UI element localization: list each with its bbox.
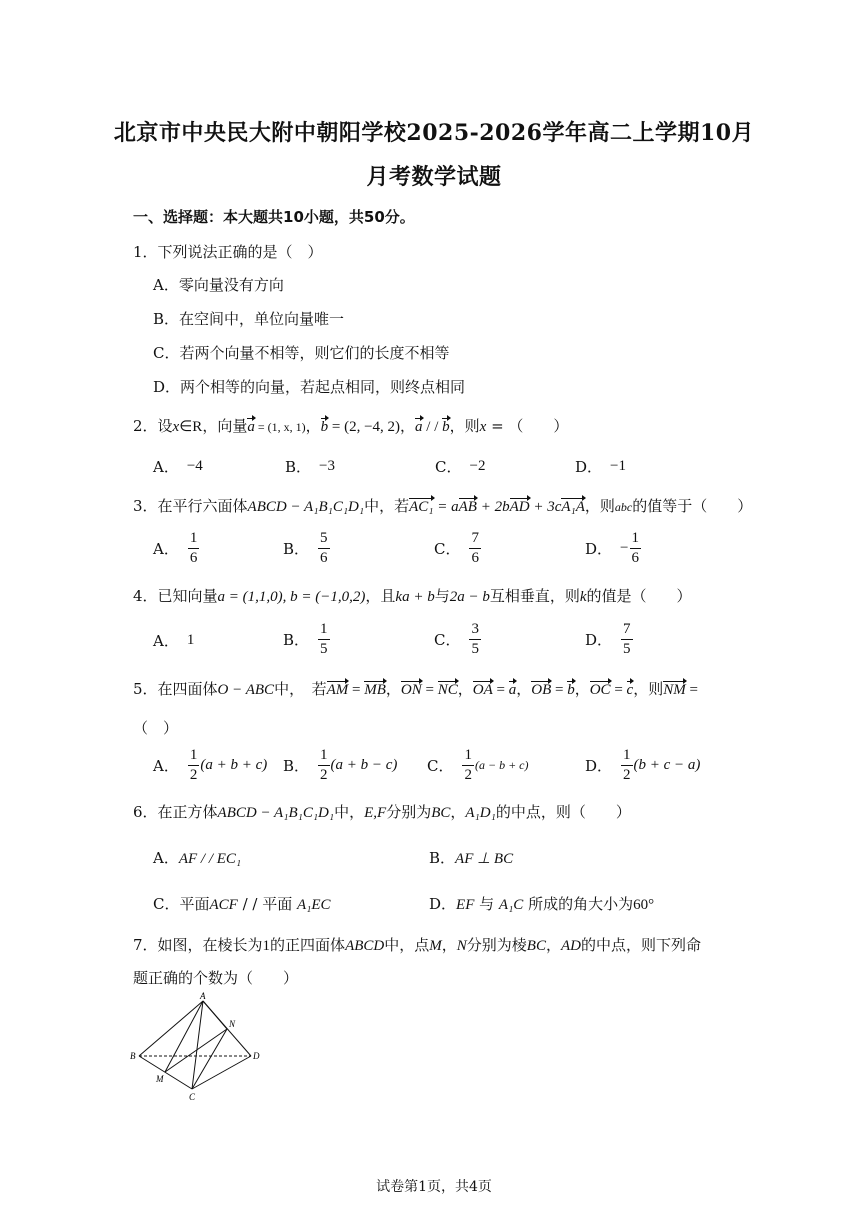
- question-6-option-d: D．EF 与 A₁C 所成的角大小为60°: [429, 895, 655, 913]
- label-m: M: [156, 1074, 164, 1084]
- question-1-stem: 1．下列说法正确的是（ ）: [133, 243, 323, 261]
- question-2-stem: 2．设x∈R，向量a = (1, x, 1)，b = (2, −4, 2)，a / / b，则x = （ ）: [133, 417, 569, 435]
- question-5-option-c: C． $\frac{1}{2}$ (a − b + c): [427, 747, 529, 783]
- tetrahedron-figure: [125, 990, 270, 1105]
- question-6-stem: 6．在正方体ABCD − A₁B₁C₁D₁中，E,F分别为BC，A₁D₁的中点，则（ ）: [133, 803, 631, 821]
- question-6-option-b: B．AF ⊥ BC: [429, 849, 514, 867]
- question-2-option-c: C． −2: [435, 458, 486, 476]
- question-3-option-b: B． $\frac{5}{6}$: [283, 530, 328, 566]
- question-2-option-d: D． −1: [575, 458, 626, 476]
- question-6-option-a: A．AF / / EC₁: [153, 849, 242, 867]
- question-6-option-c: C．平面ACF / / 平面 A₁EC: [153, 895, 331, 913]
- question-1-option-d: D．两个相等的向量，若起点相同，则终点相同: [153, 378, 466, 396]
- question-7-stem: 7．如图，在棱长为1的正四面体ABCD中，点M，N分别为棱BC，AD的中点，则下列命: [133, 936, 701, 954]
- question-2-option-b: B． −3: [285, 458, 335, 476]
- edge-ac: [192, 1001, 203, 1089]
- label-c: C: [189, 1092, 196, 1102]
- question-1-option-b: B．在空间中，单位向量唯一: [153, 310, 345, 328]
- question-2-option-a: A． −4: [153, 458, 203, 476]
- page-footer: 试卷第1页，共4页: [376, 1179, 492, 1195]
- exam-title-line1: 北京市中央民大附中朝阳学校2025-2026学年高二上学期10月: [113, 120, 755, 146]
- edge-bc: [139, 1056, 192, 1089]
- question-1-option-a: A．零向量没有方向: [153, 276, 284, 294]
- label-d: D: [253, 1051, 260, 1061]
- question-1-option-c: C．若两个向量不相等，则它们的长度不相等: [153, 344, 450, 362]
- segment-am: [165, 1001, 203, 1072]
- exam-title-line2: 月考数学试题: [366, 164, 502, 190]
- segment-mn: [165, 1029, 227, 1072]
- segment-cn: [192, 1029, 227, 1089]
- edge-cd: [192, 1056, 251, 1089]
- question-7-stem-line2: 题正确的个数为（ ）: [133, 969, 299, 987]
- question-5-option-d: D． $\frac{1}{2}$ (b + c − a): [585, 747, 701, 783]
- question-3-option-d: D． − $\frac{1}{6}$: [585, 530, 639, 566]
- question-5-stem-paren: （ ）: [133, 719, 179, 737]
- segment-an: [203, 1001, 227, 1029]
- question-3-option-a: A． $\frac{1}{6}$: [153, 530, 198, 566]
- label-b: B: [130, 1051, 136, 1061]
- question-4-option-d: D． $\frac{7}{5}$: [585, 621, 631, 657]
- edge-ab: [139, 1001, 203, 1056]
- label-n: N: [229, 1019, 236, 1029]
- question-5-option-a: A． $\frac{1}{2}$ (a + b + c): [153, 747, 268, 783]
- question-4-stem: 4．已知向量a = (1,1,0), b = (−1,0,2)，且ka + b与2a − b互相垂直，则k的值是（ ）: [133, 587, 692, 605]
- question-4-option-b: B． $\frac{1}{5}$: [283, 621, 328, 657]
- question-3-stem: 3．在平行六面体ABCD − A₁B₁C₁D₁中，若AC₁ = aAB + 2bAD + 3cA₁A，则abc的值等于（ ）: [133, 497, 753, 515]
- section-heading: 一、选择题：本大题共10小题，共50分。: [133, 208, 415, 226]
- label-a: A: [200, 991, 206, 1001]
- question-3-option-c: C． $\frac{7}{6}$: [434, 530, 479, 566]
- question-4-option-a: A． 1: [153, 632, 195, 650]
- question-5-option-b: B． $\frac{1}{2}$ (a + b − c): [283, 747, 398, 783]
- question-5-stem: 5．在四面体O − ABC中， 若AM = MB，ON = NC，OA = a，OB = b，OC = c，则NM =: [133, 680, 698, 698]
- question-4-option-c: C． $\frac{3}{5}$: [434, 621, 479, 657]
